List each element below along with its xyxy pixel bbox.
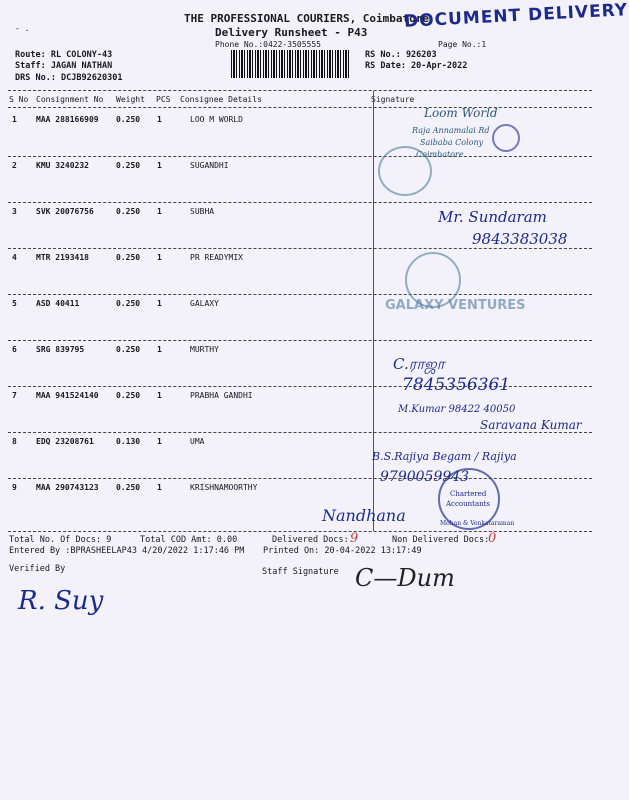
row-separator (8, 432, 592, 433)
row-sno: 6 (12, 345, 17, 354)
row-weight: 0.250 (116, 299, 141, 308)
row-consignee: GALAXY (190, 299, 219, 308)
row-pcs: 1 (157, 437, 162, 446)
entered-by: Entered By :BPRASHEELAP43 4/20/2022 1:17:46 PM (9, 546, 245, 556)
verified-signature: R. Suy (18, 586, 104, 616)
row-weight: 0.250 (116, 161, 141, 170)
row-consignee: SUBHA (190, 207, 215, 216)
signature-r8: B.S.Rajiya Begam / Rajiya (372, 450, 517, 463)
rs-date: RS Date: 20-Apr-2022 (365, 61, 468, 71)
route: Route: RL COLONY-43 (15, 50, 113, 60)
row-sno: 7 (12, 391, 17, 400)
row-weight: 0.250 (116, 253, 141, 262)
delivered-docs-label: Delivered Docs: (272, 535, 349, 545)
row-separator (8, 478, 592, 479)
stamp-r5: GALAXY VENTURES (385, 298, 526, 313)
col-consignment: Consignment No (36, 95, 104, 104)
row-consignment: MAA 290743123 (36, 483, 99, 492)
row-sno: 2 (12, 161, 17, 170)
row-sno: 9 (12, 483, 17, 492)
runsheet-title: Delivery Runsheet - P43 (215, 26, 368, 39)
col-consignee: Consignee Details (180, 95, 262, 104)
row-consignment: KMU 3240232 (36, 161, 89, 170)
seal-r9-line2: Accountants (446, 500, 491, 508)
signature-r7-name: Saravana Kumar (480, 418, 582, 432)
col-pcs: PCS (156, 95, 171, 104)
col-signature: Signature (371, 95, 415, 104)
signature-r7: M.Kumar 98422 40050 (398, 404, 516, 415)
row-consignee: LOO M WORLD (190, 115, 243, 124)
drs-number: DRS No.: DCJB92620301 (15, 73, 123, 83)
non-delivered-docs-label: Non Delivered Docs: (392, 535, 490, 545)
row-consignment: SRG 839795 (36, 345, 85, 354)
signature-r8-phone: 9790059943 (380, 469, 470, 485)
row-separator (8, 294, 592, 295)
signature-r3-phone: 9843383038 (472, 230, 568, 248)
header-bottom-rule (8, 107, 592, 108)
row-pcs: 1 (157, 345, 162, 354)
row-weight: 0.250 (116, 207, 141, 216)
delivered-docs-value: 9 (350, 531, 359, 546)
row-sno: 4 (12, 253, 17, 262)
stamp-r1-line2: Raja Annamalai Rd (412, 126, 490, 135)
signature-r9: Nandhana (322, 506, 406, 525)
document-delivery-stamp: DOCUMENT DELIVERY (403, 0, 629, 32)
row-consignment: MAA 941524140 (36, 391, 99, 400)
row-sno: 8 (12, 437, 17, 446)
seal-r1 (492, 124, 520, 152)
col-sno: S No (9, 95, 29, 104)
seal-r2 (378, 146, 432, 196)
row-weight: 0.130 (116, 437, 141, 446)
row-separator (8, 340, 592, 341)
staff-signature-label: Staff Signature (262, 567, 339, 577)
signature-r6-phone: 7845356361 (402, 375, 511, 395)
row-consignment: EDQ 23208761 (36, 437, 94, 446)
row-separator (8, 202, 592, 203)
row-sno: 5 (12, 299, 17, 308)
row-weight: 0.250 (116, 483, 141, 492)
footer-rule (8, 531, 592, 532)
stamp-r1-line3: Saibaba Colony (420, 138, 484, 147)
row-consignment: MTR 2193418 (36, 253, 89, 262)
signature-r6: C.ராஜா (393, 355, 445, 373)
row-pcs: 1 (157, 391, 162, 400)
row-pcs: 1 (157, 483, 162, 492)
row-consignee: MURTHY (190, 345, 219, 354)
barcode (231, 50, 349, 78)
phone-number: Phone No.:0422-3505555 (215, 40, 321, 49)
row-pcs: 1 (157, 299, 162, 308)
row-consignment: SVK 20076756 (36, 207, 94, 216)
rs-number: RS No.: 926203 (365, 50, 437, 60)
row-pcs: 1 (157, 161, 162, 170)
column-divider (373, 91, 374, 531)
row-consignee: PR READYMIX (190, 253, 243, 262)
row-consignment: ASD 40411 (36, 299, 80, 308)
row-consignee: PRABHA GANDHI (190, 391, 253, 400)
row-sno: 1 (12, 115, 17, 124)
row-weight: 0.250 (116, 115, 141, 124)
row-consignment: MAA 288166909 (36, 115, 99, 124)
row-separator (8, 248, 592, 249)
signature-r3: Mr. Sundaram (438, 208, 547, 226)
row-pcs: 1 (157, 207, 162, 216)
printed-on: Printed On: 20-04-2022 13:17:49 (263, 546, 422, 556)
header-mark: - . (15, 24, 30, 33)
total-docs: Total No. Of Docs: 9 (9, 535, 112, 545)
verified-by-label: Verified By (9, 564, 66, 574)
company-name: THE PROFESSIONAL COURIERS, Coimbatore (184, 12, 430, 25)
row-pcs: 1 (157, 253, 162, 262)
seal-r9-line1: Chartered (450, 490, 487, 498)
col-weight: Weight (116, 95, 145, 104)
row-consignee: KRISHNAMOORTHY (190, 483, 258, 492)
header-top-rule (8, 90, 592, 91)
row-separator (8, 156, 592, 157)
row-sno: 3 (12, 207, 17, 216)
row-weight: 0.250 (116, 391, 141, 400)
page-number: Page No.:1 (438, 40, 487, 49)
stamp-r1-line1: Loom World (424, 106, 498, 120)
seal-r9-line3: Mohan & Venkataraman (440, 520, 515, 527)
total-cod: Total COD Amt: 0.00 (140, 535, 238, 545)
staff: Staff: JAGAN NATHAN (15, 61, 113, 71)
row-weight: 0.250 (116, 345, 141, 354)
row-consignee: SUGANDHI (190, 161, 229, 170)
row-consignee: UMA (190, 437, 205, 446)
staff-signature: C—Dum (355, 564, 455, 592)
stamp-r1-line4: Coimbatore (416, 150, 464, 159)
non-delivered-docs-value: 0 (488, 531, 497, 546)
row-pcs: 1 (157, 115, 162, 124)
